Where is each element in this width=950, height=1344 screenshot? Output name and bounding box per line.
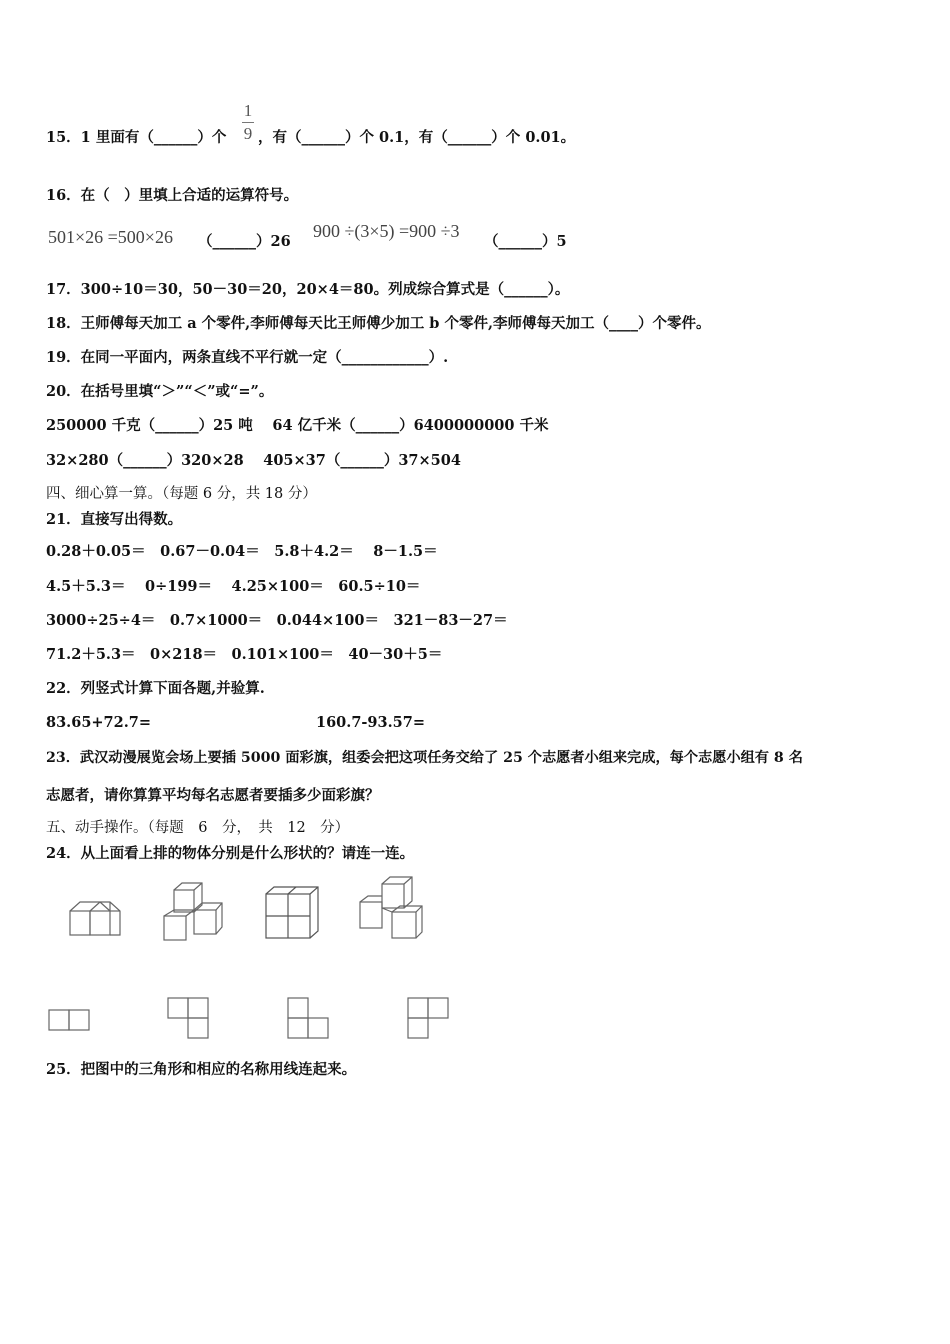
q16-title: 16．在（ ）里填上合适的运算符号。: [46, 187, 299, 204]
section-4-heading: 四、细心算一算。（每题 6 分，共 18 分）: [46, 486, 317, 502]
q16-expression-1: 501×26 =500×26: [48, 227, 173, 247]
q21-row-4: 71.2＋5.3＝ 0×218＝ 0.101×100＝ 40－30＋5＝: [46, 646, 443, 663]
cube-figure-1: [66, 893, 126, 939]
cube-figure-3: [262, 884, 322, 940]
section-5-heading: 五、动手操作。（每题 6 分， 共 12 分）: [46, 820, 350, 836]
q22-title: 22．列竖式计算下面各题,并验算.: [46, 680, 265, 697]
q21-row-2: 4.5＋5.3＝ 0÷199＝ 4.25×100＝ 60.5÷10＝: [46, 578, 421, 595]
q15-fraction: [242, 102, 254, 143]
q16-blank-1: （______）26: [198, 233, 291, 250]
top-view-shape-3: [287, 997, 331, 1041]
q22-right-problem: 160.7-93.57=: [316, 714, 425, 731]
cube-figure-4: [356, 874, 426, 940]
q24-title: 24．从上面看上排的物体分别是什么形状的？请连一连。: [46, 845, 415, 862]
fraction-bar: [242, 122, 254, 123]
top-view-shape-2: [167, 997, 211, 1041]
q15-line-b: [258, 128, 575, 148]
q20-title: 20．在括号里填“＞”“＜”或“=”。: [46, 383, 274, 400]
q23-line-1: 23．武汉动漫展览会场上要插 5000 面彩旗，组委会把这项任务交给了 25 个志愿者小组来完成，每个志愿小组有 8 名: [46, 750, 803, 766]
q15-part-b: ，有（______）个 0.1，有（______）个 0.01。: [258, 129, 576, 146]
top-view-shape-4: [407, 997, 451, 1041]
q23-line-2: 志愿者，请你算算平均每名志愿者要插多少面彩旗？: [46, 787, 380, 804]
q25-line: 25．把图中的三角形和相应的名称用线连起来。: [46, 1061, 357, 1078]
q20-row-2: 32×280（______）320×28 405×37（______）37×504: [46, 452, 461, 469]
q18-line: 18．王师傅每天加工 a 个零件,李师傅每天比王师傅少加工 b 个零件,李师傅每天加工（____）个零件。: [46, 315, 711, 332]
top-view-shape-1: [48, 1009, 92, 1033]
q15-fraction-denominator: 9: [243, 124, 253, 143]
q17-line: 17．300÷10＝30，50－30＝20，20×4＝80。列成综合算式是（______）。: [46, 281, 570, 298]
cube-figure-2: [160, 880, 226, 942]
q20-row-1: 250000 千克（______）25 吨 64 亿千米（______）6400000000 千米: [46, 417, 549, 434]
q21-row-1: 0.28＋0.05＝ 0.67－0.04＝ 5.8＋4.2＝ 8－1.5＝: [46, 543, 438, 560]
q16-blank-2: （______）5: [484, 233, 567, 250]
q21-row-3: 3000÷25÷4＝ 0.7×1000＝ 0.044×100＝ 321－83－27＝: [46, 612, 508, 629]
q16-expression-2: 900 ÷(3×5) =900 ÷3: [313, 221, 460, 241]
q21-title: 21．直接写出得数。: [46, 511, 183, 528]
q22-left-problem: 83.65+72.7=: [46, 714, 152, 731]
q15-line: [46, 128, 226, 148]
q15-part-a: 15．1 里面有（______）个: [46, 129, 227, 146]
q15-fraction-numerator: 1: [243, 101, 253, 120]
q19-line: 19．在同一平面内，两条直线不平行就一定（____________）.: [46, 349, 449, 366]
